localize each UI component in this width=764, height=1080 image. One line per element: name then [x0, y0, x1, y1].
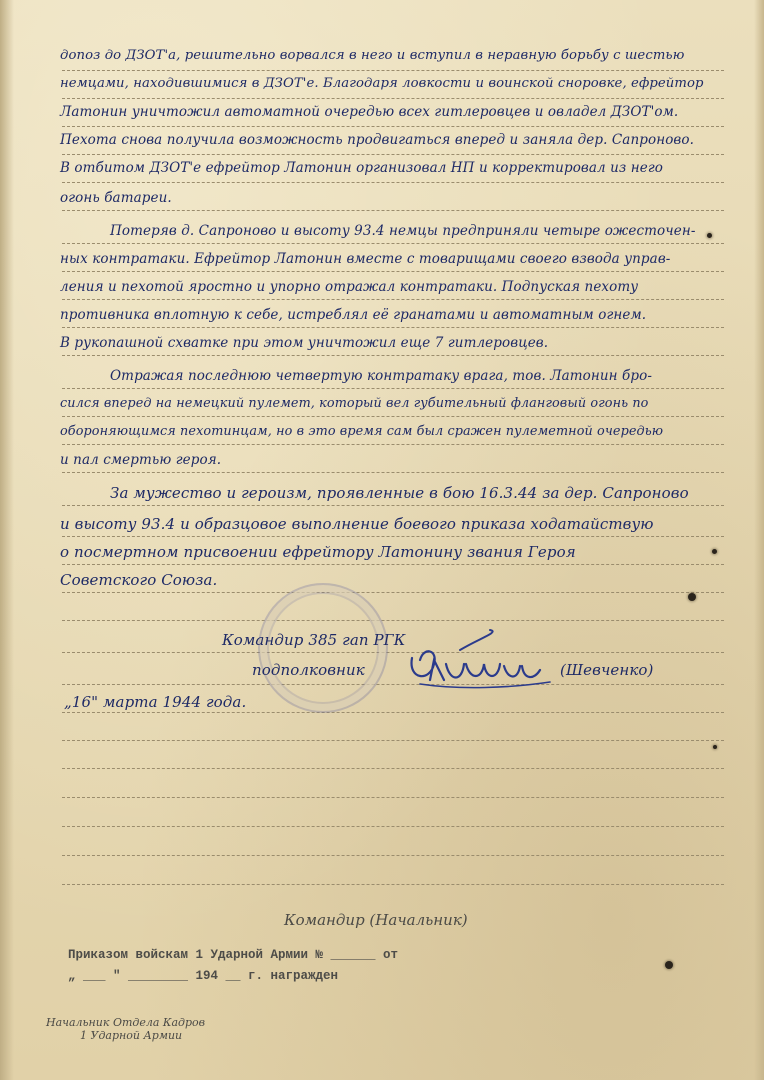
letter-line: Латонин уничтожил автоматной очередью всех гитлеровцев и овладел ДЗОТ'ом.	[60, 104, 679, 120]
paper-edge-right	[754, 0, 764, 1080]
letter-line: В рукопашной схватке при этом уничтожил еще 7 гитлеровцев.	[60, 335, 549, 351]
ruled-line	[62, 416, 724, 417]
letter-line: противника вплотную к себе, истреблял её гранатами и автоматным огнем.	[60, 307, 647, 323]
commander-line: Командир 385 гап РГК	[222, 631, 406, 649]
commander-heading: Командир (Начальник)	[284, 911, 468, 929]
letter-line: сился вперед на немецкий пулемет, который вел губительный фланговый огонь по	[60, 396, 649, 411]
date-line: „16" марта 1944 года.	[64, 693, 247, 711]
cadre-army-line: 1 Ударной Армии	[80, 1029, 183, 1042]
ruled-line	[62, 740, 724, 741]
ruled-line	[62, 826, 724, 827]
ruled-line	[62, 712, 724, 713]
ruled-line	[62, 797, 724, 798]
letter-line: ных контратаки. Ефрейтор Латонин вместе с товарищами своего взвода управ-	[60, 251, 671, 267]
punch-hole	[707, 233, 712, 238]
ruled-line	[62, 98, 724, 99]
letter-line: ления и пехотой яростно и упорно отражал контратаки. Подпуская пехоту	[60, 279, 639, 295]
letter-line: и пал смертью героя.	[60, 452, 222, 468]
ruled-line	[62, 327, 724, 328]
ruled-line	[62, 126, 724, 127]
ruled-line	[62, 70, 724, 71]
ruled-line	[62, 271, 724, 272]
ruled-line	[62, 210, 724, 211]
punch-hole	[712, 549, 717, 554]
letter-line: Советского Союза.	[60, 571, 218, 589]
letter-line: о посмертном присвоении ефрейтору Латонину звания Героя	[60, 543, 576, 561]
letter-line: В отбитом ДЗОТ'е ефрейтор Латонин организовал НП и корректировал из него	[60, 160, 663, 176]
letter-line: Потеряв д. Сапроново и высоту 93.4 немцы предприняли четыре ожесточен-	[110, 223, 696, 239]
letter-line: немцами, находившимися в ДЗОТ'е. Благодаря ловкости и воинской сноровке, ефрейтор	[60, 76, 704, 91]
ruled-line	[62, 684, 724, 685]
ruled-line	[62, 182, 724, 183]
ruled-line	[62, 154, 724, 155]
letter-line: Пехота снова получила возможность продвигаться вперед и заняла дер. Сапроново.	[60, 132, 695, 148]
ruled-line	[62, 855, 724, 856]
ruled-line	[62, 299, 724, 300]
ruled-line	[62, 652, 724, 653]
ruled-line	[62, 388, 724, 389]
ruled-line	[62, 620, 724, 621]
paper-edge-left	[0, 0, 14, 1080]
ruled-line	[62, 444, 724, 445]
rank-line: подполковник	[252, 661, 365, 679]
signer-name: (Шевченко)	[560, 661, 654, 679]
cadre-chief-line: Начальник Отдела Кадров	[46, 1016, 206, 1029]
ruled-line	[62, 884, 724, 885]
signature-scribble	[400, 620, 560, 695]
punch-hole	[665, 961, 673, 969]
letter-line: огонь батареи.	[60, 190, 172, 206]
ruled-line	[62, 505, 724, 506]
ruled-line	[62, 592, 724, 593]
letter-line: обороняющимся пехотинцам, но в это время сам был сражен пулеметной очередью	[60, 424, 664, 439]
letter-line: За мужество и героизм, проявленные в бою 16.3.44 за дер. Сапроново	[110, 484, 689, 502]
ruled-line	[62, 355, 724, 356]
order-line: Приказом войскам 1 Ударной Армии № ______ от	[68, 948, 399, 962]
ruled-line	[62, 564, 724, 565]
letter-line: и высоту 93.4 и образцовое выполнение боевого приказа ходатайствую	[60, 515, 654, 533]
letter-line: Отражая последнюю четвертую контратаку врага, тов. Латонин бро-	[110, 368, 653, 384]
punch-hole	[713, 745, 717, 749]
letter-line: допоз до ДЗОТ'а, решительно ворвался в него и вступил в неравную борьбу с шестью	[60, 48, 685, 63]
ruled-line	[62, 536, 724, 537]
ruled-line	[62, 243, 724, 244]
punch-hole	[688, 593, 696, 601]
ruled-line	[62, 472, 724, 473]
award-line: „ ___ " ________ 194 __ г. награжден	[68, 969, 339, 983]
ruled-line	[62, 768, 724, 769]
